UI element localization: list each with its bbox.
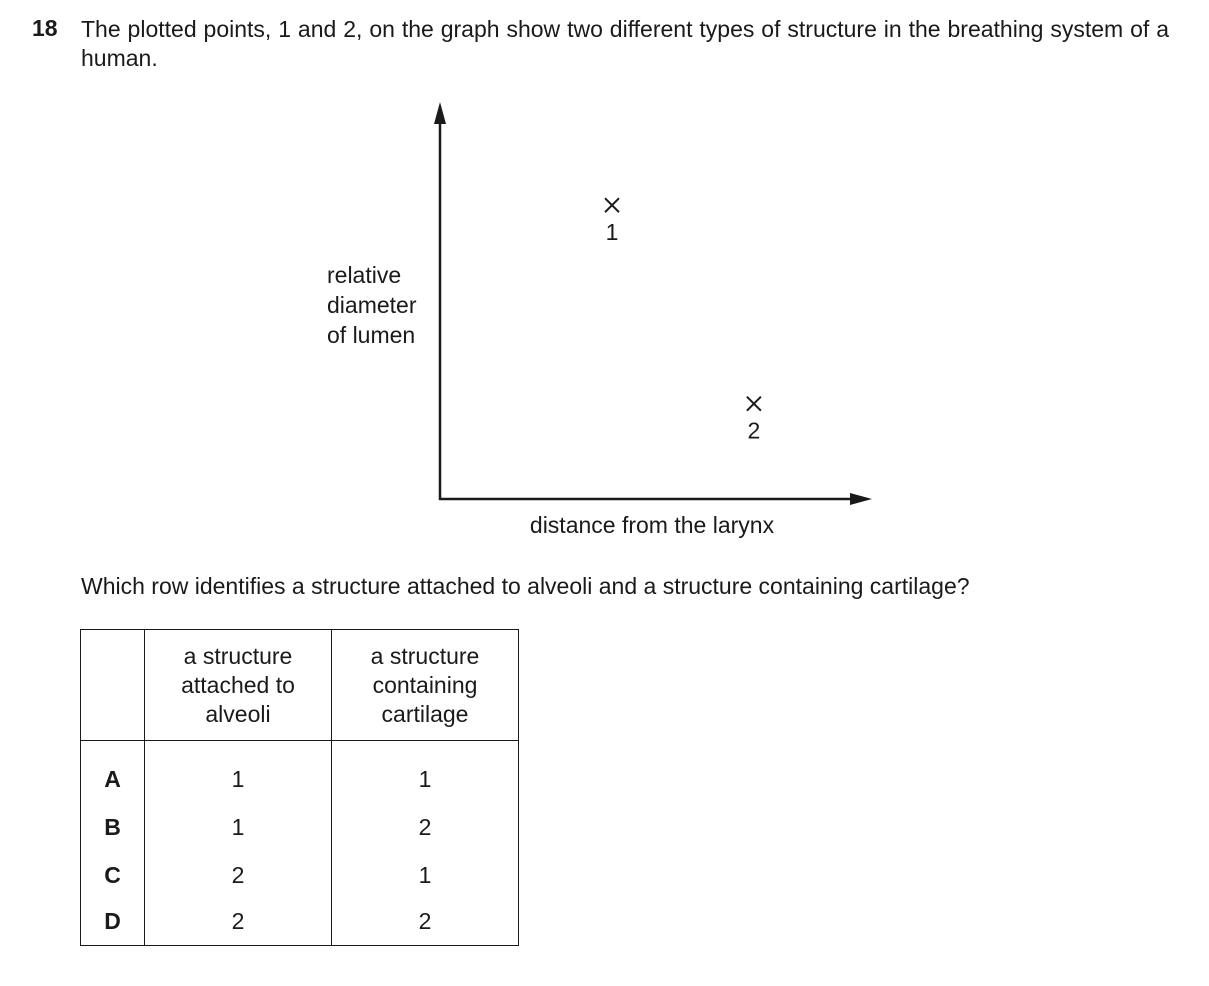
- data-point-2: [747, 397, 761, 444]
- header-line: attached to: [181, 671, 295, 698]
- question-number: 18: [32, 15, 58, 41]
- point-label: 1: [605, 219, 619, 246]
- option-letter: C: [81, 851, 145, 899]
- option-letter: D: [81, 899, 145, 946]
- answer-table: [80, 629, 519, 946]
- table-row: [81, 899, 519, 946]
- option-letter: A: [81, 741, 145, 804]
- cartilage-cell: 2: [332, 803, 519, 851]
- table-header-blank: [81, 630, 145, 741]
- alveoli-cell: 1: [145, 803, 332, 851]
- y-axis-label-line: of lumen: [327, 322, 416, 348]
- alveoli-cell: 2: [145, 851, 332, 899]
- x-axis-arrow: [850, 493, 872, 505]
- table-row: [81, 851, 519, 899]
- table-header-alveoli: [145, 630, 332, 741]
- header-line: containing: [372, 671, 478, 698]
- cartilage-cell: 1: [332, 741, 519, 804]
- table-row: [81, 803, 519, 851]
- data-point-1: [605, 198, 619, 245]
- y-axis-label: [327, 262, 423, 348]
- x-axis-label: distance from the larynx: [529, 512, 775, 538]
- question-prompt: Which row identifies a structure attached to alveoli and a structure containing cartilage?: [81, 573, 970, 599]
- y-axis-label-line: relative: [327, 262, 402, 288]
- y-axis-arrow: [434, 102, 446, 124]
- header-line: a structure: [370, 642, 480, 669]
- point-label: 2: [747, 417, 761, 444]
- table-row: [81, 741, 519, 804]
- table-header-row: [81, 630, 519, 741]
- alveoli-cell: 2: [145, 899, 332, 946]
- y-axis-label-line: diameter: [327, 292, 417, 318]
- option-letter: B: [81, 803, 145, 851]
- header-line: cartilage: [381, 700, 469, 727]
- points-layer: [605, 198, 761, 444]
- table-header-cartilage: [332, 630, 519, 741]
- cartilage-cell: 1: [332, 851, 519, 899]
- cartilage-cell: 2: [332, 899, 519, 946]
- header-line: alveoli: [205, 700, 271, 727]
- question-text: The plotted points, 1 and 2, on the graph show two different types of structure in the breathing system of a human.: [81, 16, 1169, 71]
- header-line: a structure: [183, 642, 293, 669]
- alveoli-cell: 1: [145, 741, 332, 804]
